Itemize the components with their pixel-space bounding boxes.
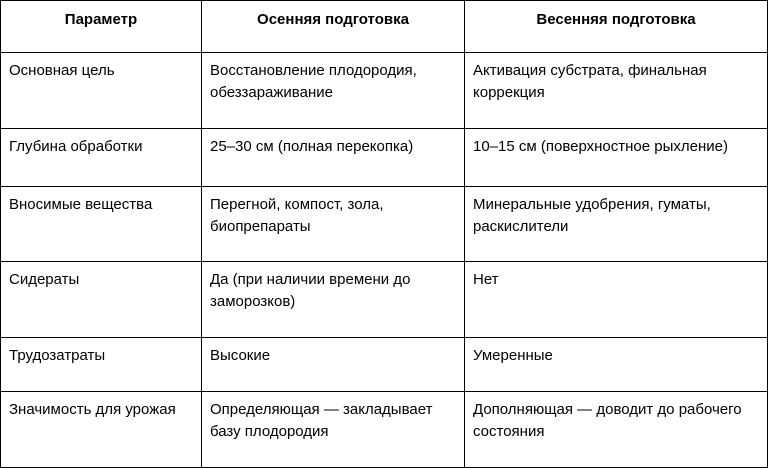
cell-autumn: Определяющая — закладывает базу плодородия [202,392,465,468]
table-row [1,392,768,468]
cell-spring: 10–15 см (поверхностное рыхление) [465,129,768,187]
table-header-row [1,1,768,53]
cell-parameter: Вносимые вещества [1,187,202,262]
cell-spring: Минеральные удобрения, гуматы, раскислители [465,187,768,262]
cell-autumn: Восстановление плодородия, обеззараживание [202,53,465,129]
table-row [1,262,768,338]
header-autumn: Осенняя подготовка [202,1,465,53]
cell-spring: Дополняющая — доводит до рабочего состояния [465,392,768,468]
cell-autumn: Высокие [202,338,465,392]
cell-parameter: Сидераты [1,262,202,338]
cell-parameter: Глубина обработки [1,129,202,187]
header-parameter: Параметр [1,1,202,53]
cell-autumn: Да (при наличии времени до заморозков) [202,262,465,338]
cell-parameter: Основная цель [1,53,202,129]
cell-spring: Нет [465,262,768,338]
table-row [1,338,768,392]
header-spring: Весенняя подготовка [465,1,768,53]
table-row [1,187,768,262]
cell-spring: Активация субстрата, финальная коррекция [465,53,768,129]
cell-spring: Умеренные [465,338,768,392]
cell-autumn: Перегной, компост, зола, биопрепараты [202,187,465,262]
cell-parameter: Трудозатраты [1,338,202,392]
cell-parameter: Значимость для урожая [1,392,202,468]
table-row [1,53,768,129]
cell-autumn: 25–30 см (полная перекопка) [202,129,465,187]
table-row [1,129,768,187]
